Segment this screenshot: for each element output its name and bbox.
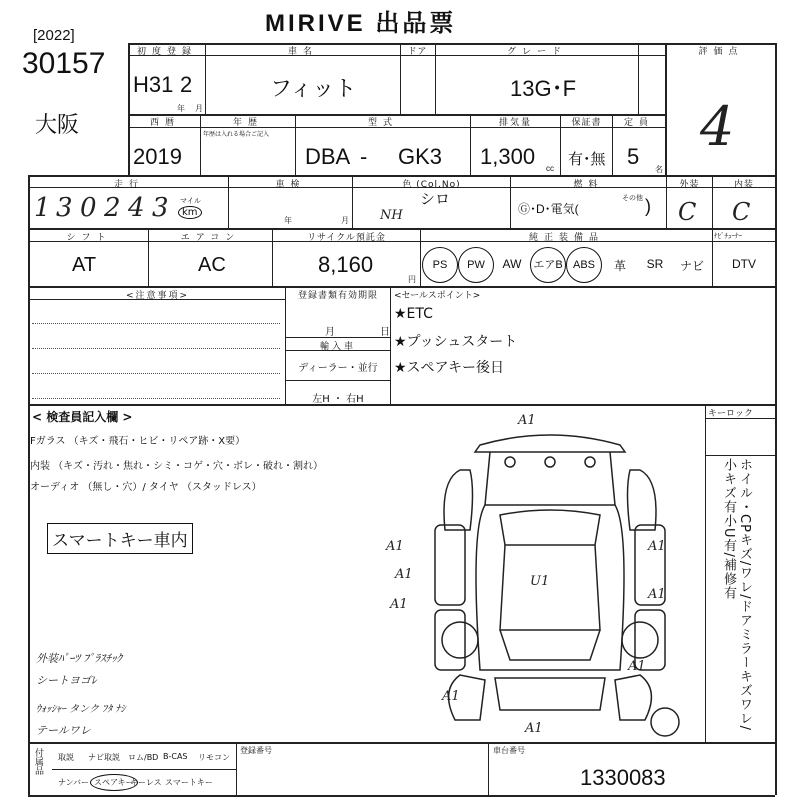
accessory-rom: ロム/BD bbox=[128, 753, 159, 762]
fuel-close: ) bbox=[645, 196, 651, 216]
first-registration-era: H31 bbox=[133, 72, 174, 97]
sales-point: ★ETC bbox=[394, 306, 433, 322]
label-registration-number: 登録番号 bbox=[240, 746, 272, 755]
import-dealer: ディーラー・並行 bbox=[298, 363, 378, 374]
label-fuel: 燃料 bbox=[573, 180, 604, 190]
label-shift: シフト bbox=[66, 233, 112, 243]
label-color: 色 (Col.No) bbox=[402, 180, 461, 190]
label-car-name: 車名 bbox=[287, 47, 318, 57]
handwritten-note: テールワレ bbox=[36, 724, 91, 737]
color-code: NH bbox=[380, 208, 403, 223]
inspector-interior: 内装 （キズ・汚れ・焦れ・シミ・コゲ・穴・ボレ・破れ・割れ） bbox=[30, 461, 323, 472]
equipment-abs: ABS bbox=[566, 247, 602, 283]
cc-unit: cc bbox=[546, 164, 554, 173]
damage-mark: A1 bbox=[390, 597, 408, 612]
recycle-fee: 8,160 bbox=[318, 252, 374, 277]
equipment-pw: PW bbox=[458, 247, 494, 283]
damage-mark: A1 bbox=[442, 689, 460, 704]
label-capacity: 定員 bbox=[623, 118, 654, 128]
accessory-manual: 取説 bbox=[58, 753, 74, 762]
handwritten-note: ｳｫｯｼｬｰ タンク ﾌﾀ ﾅｼ bbox=[36, 704, 126, 715]
equipment-aw: AW bbox=[502, 257, 522, 271]
deadline-month-unit: 月 bbox=[325, 327, 335, 338]
aircon-value: AC bbox=[198, 254, 226, 276]
color-name: シロ bbox=[420, 191, 451, 208]
shift-value: AT bbox=[72, 254, 97, 276]
odometer-digit: 4 bbox=[128, 193, 145, 223]
damage-mark: U1 bbox=[530, 574, 550, 589]
label-accessories: 付属品 bbox=[33, 748, 43, 775]
equipment-dtv: DTV bbox=[732, 257, 756, 271]
deadline-day-unit: 日 bbox=[380, 327, 390, 338]
damage-mark: A1 bbox=[648, 587, 666, 602]
label-inspector: < 検査員記入欄 > bbox=[32, 410, 133, 424]
equipment-sunroof: SR bbox=[646, 257, 664, 271]
equipment-ps: PS bbox=[422, 247, 458, 283]
displacement: 1,300 bbox=[480, 144, 536, 169]
mileage-unit-km: km bbox=[178, 206, 202, 219]
month-unit: 月 bbox=[195, 104, 203, 113]
yen-unit: 円 bbox=[408, 275, 416, 284]
equipment-navi: ナビ bbox=[679, 259, 704, 273]
year-unit: 年 bbox=[177, 104, 185, 113]
damage-mark: A1 bbox=[518, 413, 536, 428]
label-history: 年歴 bbox=[232, 118, 263, 128]
sale-year: [2022] bbox=[33, 27, 75, 44]
handwritten-note: 外装ﾊﾟｰﾂ ﾌﾟﾗｽﾁｯｸ bbox=[36, 652, 122, 665]
model-year: 2019 bbox=[133, 144, 182, 169]
label-doors: ドア bbox=[407, 47, 428, 57]
inspector-audio-tire: オーディオ （無し・穴）/ タイヤ （スタッドレス） bbox=[30, 482, 262, 493]
damage-mark: A1 bbox=[648, 539, 666, 554]
mileage-unit-mile: マイル bbox=[180, 197, 201, 205]
odometer-digit: 1 bbox=[34, 193, 51, 223]
label-odometer: 走行 bbox=[113, 180, 144, 190]
odometer-digit: 3 bbox=[56, 193, 73, 223]
inspection-month-unit: 月 bbox=[341, 216, 349, 225]
grade: 13G･F bbox=[510, 76, 577, 101]
label-notes: <注意事項> bbox=[125, 291, 190, 301]
accessory-navi-manual: ナビ取説 bbox=[88, 753, 120, 762]
accessory-smart-key: スマートキー bbox=[165, 778, 213, 787]
label-interior: 内装 bbox=[733, 180, 754, 190]
fuel-other-label: その他 bbox=[622, 194, 643, 202]
label-grade: グレード bbox=[506, 47, 567, 57]
label-warranty: 保証書 bbox=[571, 118, 602, 128]
side-damage-note: ホイル・CPキズ/ワレ/ドアミラーキズワレ/小キズ有小U有/補修有 bbox=[721, 458, 752, 732]
handwritten-note: シートヨゴﾚ bbox=[36, 674, 97, 687]
chassis-number: 1330083 bbox=[580, 765, 666, 790]
accessory-keyless: キーレス bbox=[130, 778, 162, 787]
model-dash: - bbox=[360, 144, 368, 169]
equipment-leather: 革 bbox=[613, 259, 626, 273]
model-code: GK3 bbox=[398, 144, 443, 169]
capacity-unit: 名 bbox=[655, 165, 663, 174]
label-import: 輸入車 bbox=[319, 342, 356, 352]
interior-grade: C bbox=[732, 198, 751, 226]
accessory-bcas: B-CAS bbox=[163, 752, 188, 761]
label-exterior: 外装 bbox=[679, 180, 700, 190]
fuel-options: Ⓖ･D･電気( bbox=[518, 202, 579, 216]
car-damage-diagram bbox=[386, 413, 700, 740]
label-navi-tuner: ﾅﾋﾞﾁｭｰﾅｰ bbox=[714, 232, 742, 240]
capacity: 5 bbox=[627, 144, 640, 169]
label-chassis-number: 車台番号 bbox=[493, 746, 525, 755]
car-name: フィット bbox=[270, 76, 357, 101]
sales-point: ★スペアキー後日 bbox=[394, 360, 504, 376]
damage-mark: A1 bbox=[395, 567, 413, 582]
lot-number: 30157 bbox=[22, 47, 106, 80]
label-equipment: 純正装備品 bbox=[528, 233, 604, 243]
warranty-value: 有･無 bbox=[568, 151, 606, 168]
model-prefix: DBA bbox=[305, 144, 351, 169]
auction-location: 大阪 bbox=[35, 112, 80, 137]
accessory-plate: ナンバー bbox=[58, 778, 90, 787]
equipment-airbag: エアB bbox=[530, 247, 566, 283]
label-displacement: 排気量 bbox=[498, 118, 532, 128]
damage-mark: A1 bbox=[386, 539, 404, 554]
history-note: 年歴は入れる場合ご記入 bbox=[203, 131, 270, 138]
sales-point: ★プッシュスタート bbox=[394, 334, 518, 350]
label-first-registration: 初度登録 bbox=[136, 47, 197, 57]
evaluation-score: 4 bbox=[700, 95, 735, 158]
document-title: MIRIVE 出品票 bbox=[265, 10, 457, 37]
smart-key-stamp: スマートキー車内 bbox=[47, 523, 193, 554]
label-evaluation: 評価点 bbox=[698, 47, 744, 57]
odometer-digit: 2 bbox=[104, 193, 121, 223]
exterior-grade: C bbox=[678, 198, 697, 226]
label-aircon: エアコン bbox=[180, 233, 241, 243]
label-model-year: 西暦 bbox=[149, 118, 180, 128]
odometer-digit: 3 bbox=[152, 193, 169, 223]
inspection-year-unit: 年 bbox=[284, 216, 292, 225]
label-key-lock: キーロック bbox=[708, 409, 753, 419]
label-recycle: リサイクル預託金 bbox=[307, 233, 386, 243]
accessory-remote: リモコン bbox=[198, 753, 230, 762]
import-steering: 左H ・ 右H bbox=[312, 394, 364, 405]
first-registration-month: 2 bbox=[180, 72, 193, 97]
damage-mark: A1 bbox=[628, 659, 646, 674]
accessory-spare-key: スペアキー bbox=[90, 774, 138, 791]
inspector-glass: Fガラス （キズ・飛石・ヒビ・リペア跡・X要） bbox=[30, 436, 246, 447]
label-model: 型式 bbox=[367, 118, 398, 128]
damage-mark: A1 bbox=[525, 721, 543, 736]
label-sales-points: <セールスポイント> bbox=[394, 291, 481, 301]
label-registration-deadline: 登録書類有効期限 bbox=[297, 291, 378, 301]
label-inspection: 車検 bbox=[275, 180, 306, 190]
odometer-digit: 0 bbox=[80, 193, 97, 223]
